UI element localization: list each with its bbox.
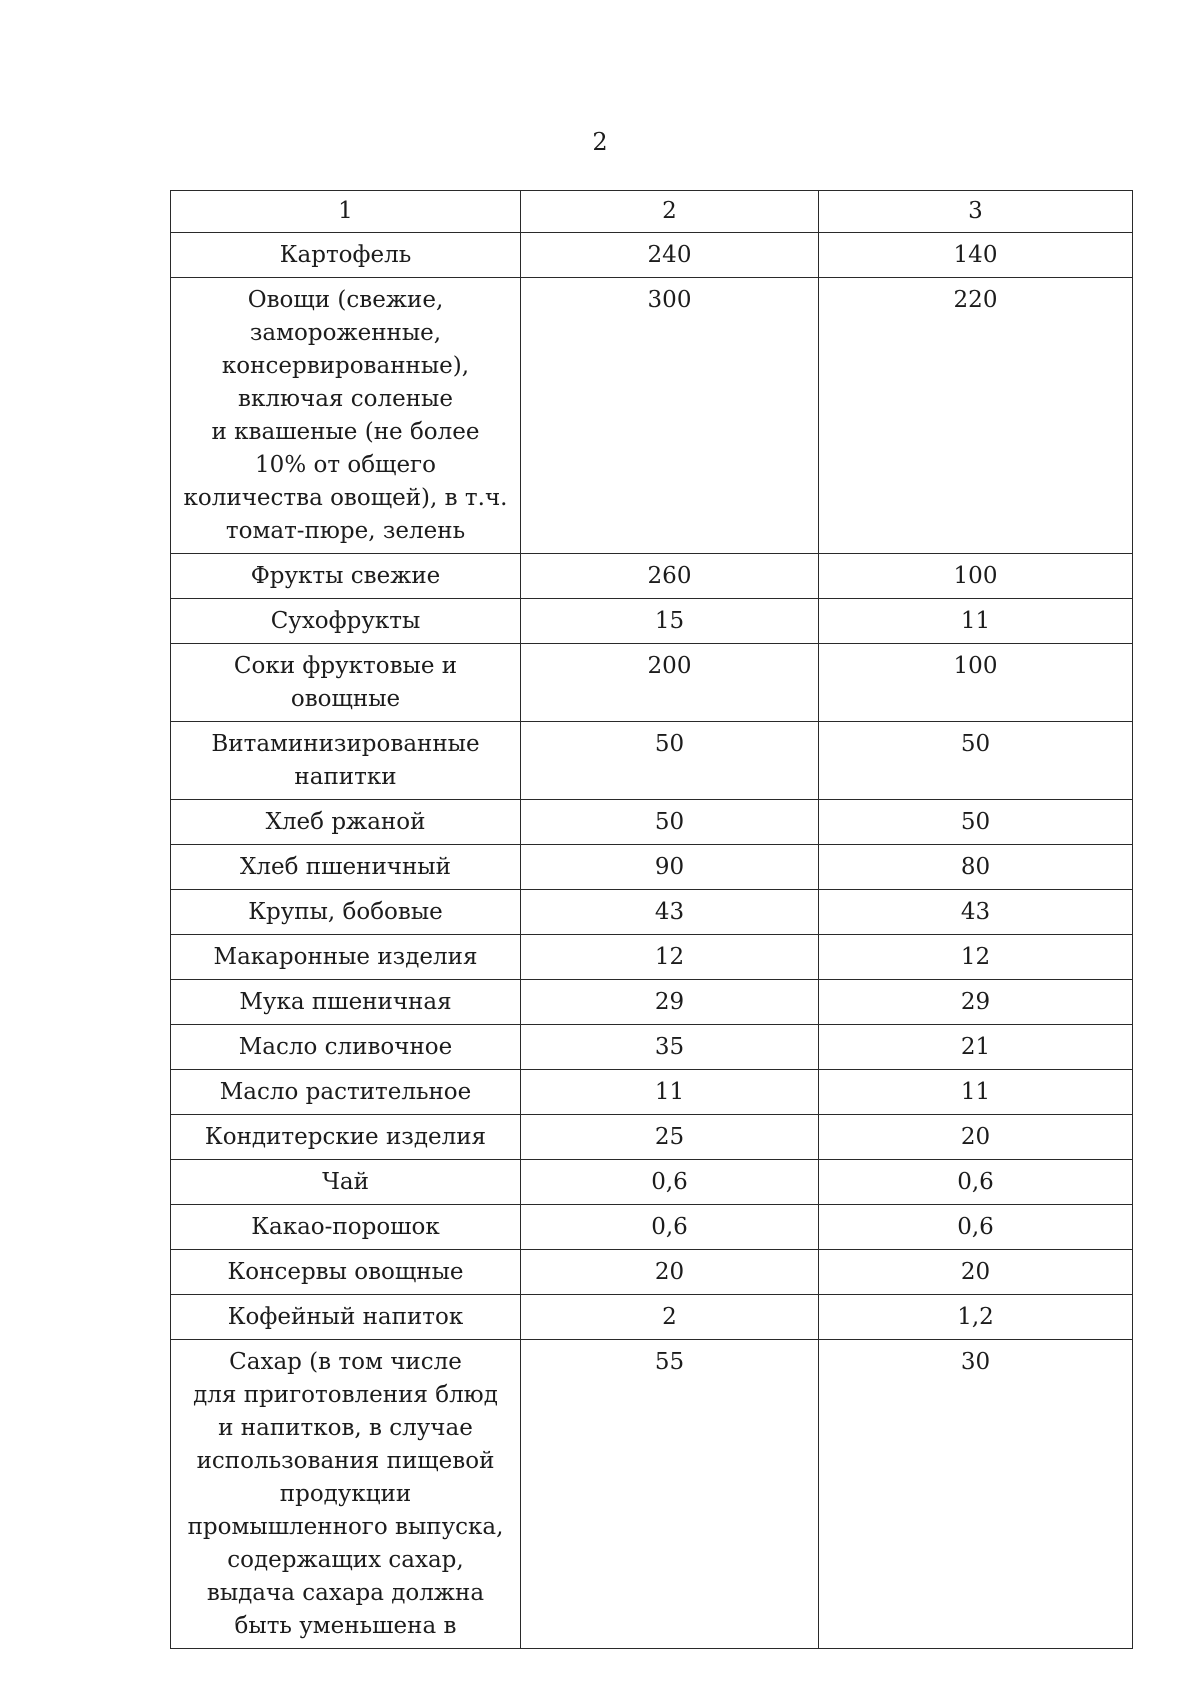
value-cell-col2: 55 (521, 1340, 819, 1649)
product-name-cell: Хлеб ржаной (171, 800, 521, 845)
product-name-cell: Сахар (в том числе для приготовления блюд и напитков, в случае использования пищевой продукции промышленного выпуска, содержащих сахар, выдача сахара должна быть уменьшена в (171, 1340, 521, 1649)
value-cell-col2: 0,6 (521, 1160, 819, 1205)
product-name-cell: Кофейный напиток (171, 1295, 521, 1340)
value-cell-col3: 11 (819, 599, 1133, 644)
product-name-cell: Соки фруктовые и овощные (171, 644, 521, 722)
table-row (171, 1115, 1133, 1160)
product-name-cell: Какао-порошок (171, 1205, 521, 1250)
value-cell-col3: 20 (819, 1250, 1133, 1295)
value-cell-col2: 43 (521, 890, 819, 935)
column-header-3: 3 (819, 191, 1133, 233)
value-cell-col3: 0,6 (819, 1160, 1133, 1205)
value-cell-col3: 100 (819, 554, 1133, 599)
value-cell-col3: 140 (819, 233, 1133, 278)
value-cell-col2: 50 (521, 800, 819, 845)
table-row (171, 644, 1133, 722)
table-row (171, 554, 1133, 599)
value-cell-col2: 300 (521, 278, 819, 554)
value-cell-col2: 29 (521, 980, 819, 1025)
table-row (171, 980, 1133, 1025)
table-row (171, 233, 1133, 278)
value-cell-col2: 90 (521, 845, 819, 890)
value-cell-col3: 11 (819, 1070, 1133, 1115)
product-name-cell: Овощи (свежие, замороженные, консервированные), включая соленые и квашеные (не более 10% от общего количества овощей), в т.ч. томат-пюре, зелень (171, 278, 521, 554)
column-header-1: 1 (171, 191, 521, 233)
product-name-cell: Хлеб пшеничный (171, 845, 521, 890)
product-name-cell: Мука пшеничная (171, 980, 521, 1025)
product-name-cell: Макаронные изделия (171, 935, 521, 980)
value-cell-col3: 50 (819, 800, 1133, 845)
product-name-cell: Фрукты свежие (171, 554, 521, 599)
table-row (171, 1205, 1133, 1250)
table-row (171, 1250, 1133, 1295)
product-name-cell: Консервы овощные (171, 1250, 521, 1295)
value-cell-col3: 220 (819, 278, 1133, 554)
table-row (171, 278, 1133, 554)
table-row (171, 722, 1133, 800)
value-cell-col2: 50 (521, 722, 819, 800)
product-name-cell: Крупы, бобовые (171, 890, 521, 935)
table-row (171, 800, 1133, 845)
food-norms-table (170, 190, 1133, 1649)
value-cell-col2: 25 (521, 1115, 819, 1160)
table-row (171, 935, 1133, 980)
column-header-2: 2 (521, 191, 819, 233)
product-name-cell: Кондитерские изделия (171, 1115, 521, 1160)
value-cell-col2: 200 (521, 644, 819, 722)
value-cell-col2: 2 (521, 1295, 819, 1340)
table-row (171, 1160, 1133, 1205)
value-cell-col3: 12 (819, 935, 1133, 980)
product-name-cell: Масло сливочное (171, 1025, 521, 1070)
table-row (171, 1340, 1133, 1649)
product-name-cell: Масло растительное (171, 1070, 521, 1115)
product-name-cell: Сухофрукты (171, 599, 521, 644)
product-name-cell: Чай (171, 1160, 521, 1205)
value-cell-col2: 11 (521, 1070, 819, 1115)
table-row (171, 599, 1133, 644)
value-cell-col2: 240 (521, 233, 819, 278)
value-cell-col2: 35 (521, 1025, 819, 1070)
product-name-cell: Картофель (171, 233, 521, 278)
table-header-row (171, 191, 1133, 233)
value-cell-col3: 20 (819, 1115, 1133, 1160)
value-cell-col3: 29 (819, 980, 1133, 1025)
value-cell-col2: 0,6 (521, 1205, 819, 1250)
value-cell-col3: 30 (819, 1340, 1133, 1649)
page-number: 2 (592, 128, 608, 156)
value-cell-col3: 100 (819, 644, 1133, 722)
table-row (171, 890, 1133, 935)
value-cell-col2: 12 (521, 935, 819, 980)
value-cell-col3: 43 (819, 890, 1133, 935)
value-cell-col2: 15 (521, 599, 819, 644)
value-cell-col2: 20 (521, 1250, 819, 1295)
value-cell-col3: 80 (819, 845, 1133, 890)
table-row (171, 1025, 1133, 1070)
table-row (171, 845, 1133, 890)
value-cell-col3: 21 (819, 1025, 1133, 1070)
table-row (171, 1070, 1133, 1115)
value-cell-col3: 1,2 (819, 1295, 1133, 1340)
product-name-cell: Витаминизированные напитки (171, 722, 521, 800)
value-cell-col3: 50 (819, 722, 1133, 800)
table-row (171, 1295, 1133, 1340)
value-cell-col2: 260 (521, 554, 819, 599)
value-cell-col3: 0,6 (819, 1205, 1133, 1250)
